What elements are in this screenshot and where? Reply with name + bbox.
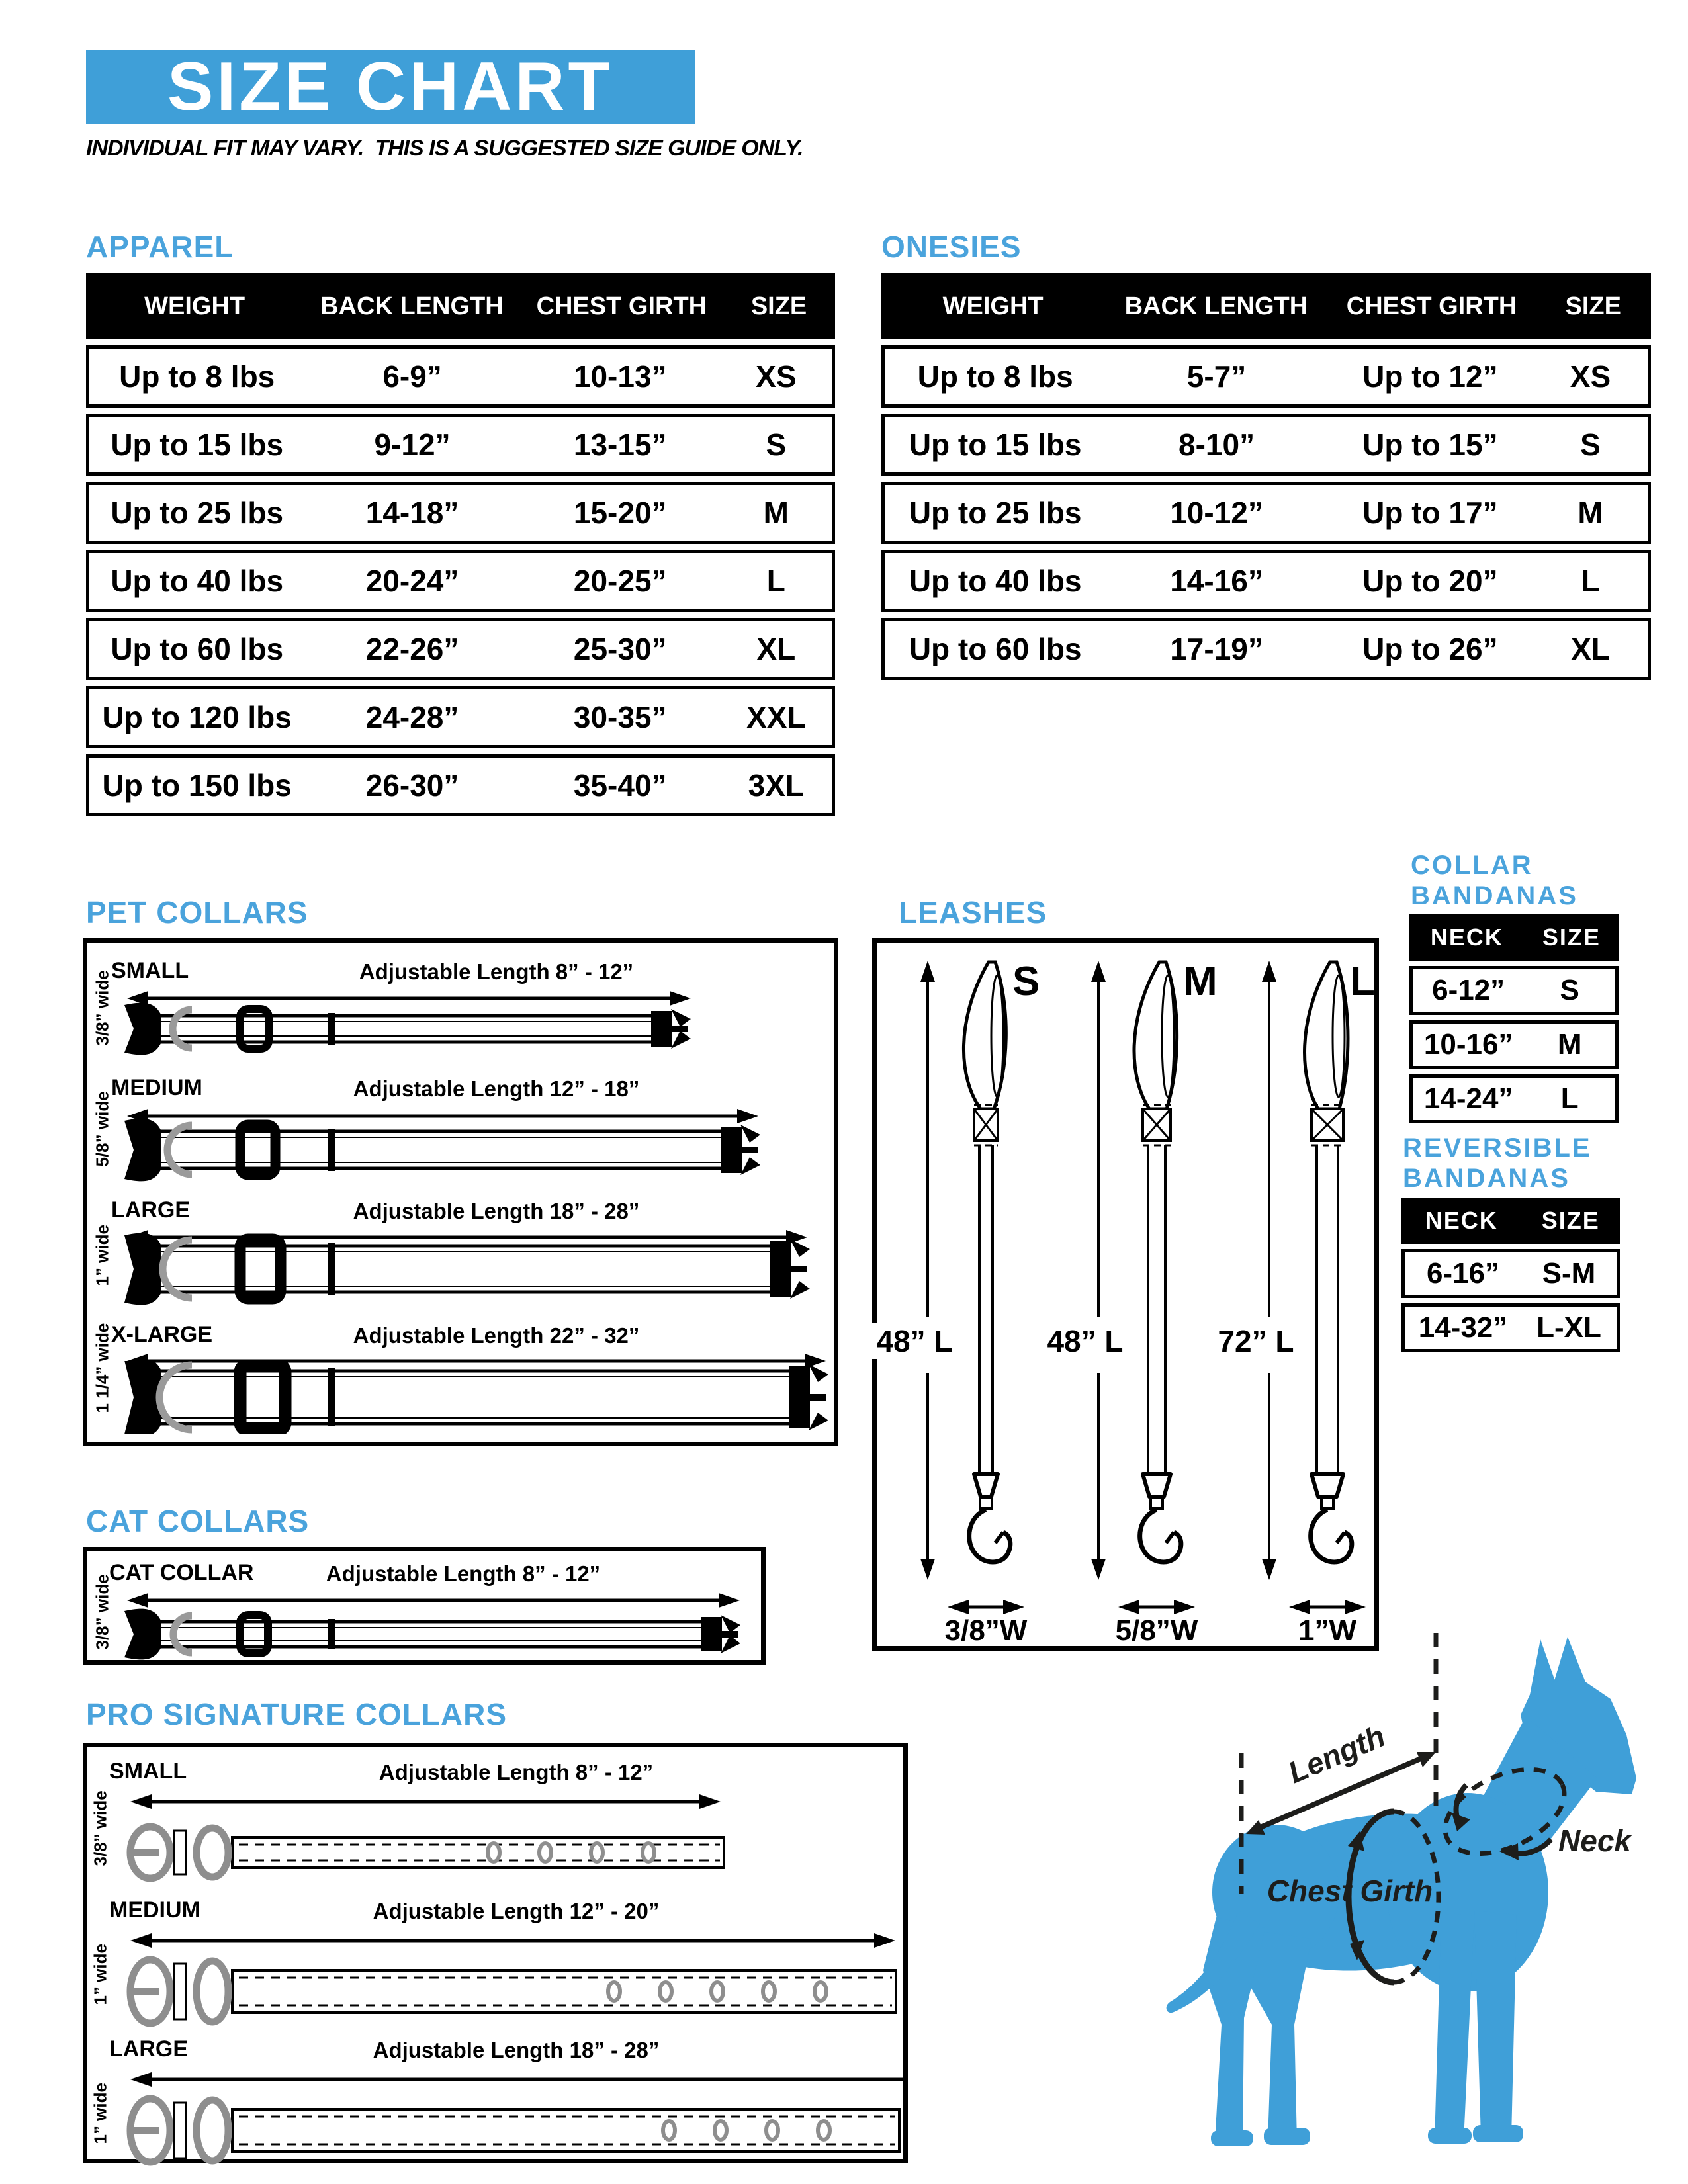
cat-collar-label: CAT COLLAR — [109, 1560, 254, 1585]
table-cell: M — [1557, 1028, 1582, 1061]
table-row — [1401, 1249, 1620, 1298]
pet-collar-small-width — [93, 1020, 113, 1046]
collar-graphic — [118, 992, 693, 1065]
neck-label: Neck — [1558, 1823, 1631, 1858]
pet-collar-medium-label: MEDIUM — [111, 1075, 202, 1100]
table-cell: Up to 20” — [1362, 564, 1498, 598]
leash-l-width: 1”W — [1298, 1614, 1356, 1647]
onesies-table-header — [881, 273, 1651, 339]
table-cell: L-XL — [1536, 1311, 1601, 1344]
table-row — [881, 482, 1651, 544]
pet-collars-heading: PET COLLARS — [86, 895, 308, 930]
table-row — [86, 482, 835, 544]
leash-s-graphic — [933, 958, 1039, 1580]
pet-collar-xlarge-length: Adjustable Length 22” - 32” — [353, 1323, 640, 1348]
pet-collar-xlarge-graphic — [118, 1361, 831, 1434]
onesies-table — [881, 273, 1651, 680]
collar-graphic — [118, 1598, 743, 1671]
table-cell: 30-35” — [573, 700, 667, 734]
table-cell: 22-26” — [365, 632, 459, 666]
dimension-arrow — [129, 1929, 897, 1952]
collar-graphic — [118, 1114, 763, 1186]
collar-bandanas-heading — [1411, 850, 1578, 911]
table-cell: Up to 25 lbs — [909, 496, 1082, 530]
leashes-heading: LEASHES — [899, 895, 1047, 930]
table-cell: Up to 40 lbs — [111, 564, 284, 598]
table-cell: XS — [756, 359, 797, 394]
table-cell: 6-16” — [1426, 1257, 1500, 1289]
table-row — [881, 414, 1651, 476]
leash-l-label: L — [1350, 959, 1375, 1004]
reversible-bandanas-table — [1401, 1198, 1620, 1352]
table-cell: Up to 40 lbs — [909, 564, 1082, 598]
pro-collar-medium-length: Adjustable Length 12” - 20” — [373, 1899, 660, 1923]
table-header-cell: NECK — [1430, 924, 1503, 951]
cat-collars-heading: CAT COLLARS — [86, 1504, 310, 1538]
table-row — [881, 618, 1651, 680]
table-cell: S — [1580, 427, 1601, 462]
apparel-table-header — [86, 273, 835, 339]
dimension-arrow — [129, 2068, 903, 2091]
pro-collar-small-label: SMALL — [109, 1759, 187, 1784]
table-cell: Up to 60 lbs — [111, 632, 284, 666]
reversible-bandanas-heading-line2: BANDANAS — [1403, 1164, 1570, 1193]
table-cell: Up to 15 lbs — [909, 427, 1082, 462]
table-cell: 35-40” — [573, 768, 667, 803]
table-cell: S-M — [1542, 1257, 1596, 1289]
cat-collar-graphic — [118, 1598, 743, 1671]
leash-l-graphic — [1274, 958, 1380, 1580]
pet-collar-small-length: Adjustable Length 8” - 12” — [359, 959, 634, 984]
apparel-table — [86, 273, 835, 816]
chest-girth-label: Chest Girth — [1266, 1874, 1433, 1908]
pro-collar-medium-graphic — [116, 1955, 900, 2028]
pet-collar-small-graphic — [118, 992, 693, 1065]
table-cell: 15-20” — [573, 496, 667, 530]
table-cell: 10-16” — [1423, 1028, 1513, 1061]
pro-collars-heading: PRO SIGNATURE COLLARS — [86, 1697, 508, 1731]
table-cell: Up to 150 lbs — [102, 768, 292, 803]
leash-graphic — [933, 958, 1039, 1580]
pro-collar-large-graphic — [116, 2094, 903, 2167]
table-row — [86, 414, 835, 476]
leash-m-graphic — [1104, 958, 1210, 1580]
page-title: SIZE CHART — [167, 48, 613, 125]
pet-collar-large-graphic — [118, 1233, 813, 1305]
pro-collar-small-graphic — [116, 1816, 728, 1889]
table-cell: 5-7” — [1186, 359, 1247, 394]
reversible-bandanas-header — [1401, 1198, 1620, 1244]
table-cell: S — [766, 427, 787, 462]
table-header-cell: SIZE — [750, 292, 807, 320]
length-label: Length — [1283, 1718, 1390, 1790]
table-cell: L — [1560, 1082, 1579, 1115]
pro-collar-medium-arrow — [129, 1929, 897, 1952]
pro-collar-large-width — [91, 2118, 111, 2144]
leash-s-length: 48” L — [868, 1323, 961, 1359]
pro-collar-large-length: Adjustable Length 18” - 28” — [373, 2038, 660, 2062]
table-row — [1409, 966, 1619, 1015]
table-cell: 14-18” — [365, 496, 459, 530]
table-cell: 10-12” — [1170, 496, 1263, 530]
pro-collar-large-arrow — [129, 2068, 903, 2091]
leash-graphic — [1104, 958, 1210, 1580]
table-row — [881, 345, 1651, 408]
apparel-heading: APPAREL — [86, 230, 234, 264]
apparel-table-body — [86, 345, 835, 816]
collar-graphic — [118, 1233, 813, 1305]
table-row — [86, 754, 835, 816]
pet-collar-medium-length: Adjustable Length 12” - 18” — [353, 1076, 640, 1101]
leash-s-width: 3/8”W — [944, 1614, 1028, 1647]
table-cell: Up to 15 lbs — [111, 427, 284, 462]
table-cell: 14-24” — [1423, 1082, 1513, 1115]
title-banner — [86, 50, 695, 124]
leash-m-length: 48” L — [1039, 1323, 1132, 1359]
pet-collar-medium-graphic — [118, 1114, 763, 1186]
table-header-cell: WEIGHT — [144, 292, 245, 320]
table-header-cell: SIZE — [1565, 292, 1621, 320]
leash-m-width: 5/8”W — [1115, 1614, 1198, 1647]
table-cell: Up to 12” — [1362, 359, 1498, 394]
table-cell: Up to 120 lbs — [102, 700, 292, 734]
pro-collar-small-width — [91, 1840, 111, 1866]
pro-collar-medium-width — [91, 1979, 111, 2005]
table-cell: 9-12” — [374, 427, 451, 462]
disclaimer-text: INDIVIDUAL FIT MAY VARY. THIS IS A SUGGESTED SIZE GUIDE ONLY. — [86, 136, 803, 161]
table-cell: XL — [1571, 632, 1610, 666]
collar-bandanas-header — [1409, 914, 1619, 961]
collar-bandanas-table — [1409, 914, 1619, 1123]
pro-collar-small-arrow — [129, 1790, 722, 1813]
onesies-heading: ONESIES — [881, 230, 1022, 264]
table-cell: 17-19” — [1170, 632, 1263, 666]
pet-collar-xlarge-label: X-LARGE — [111, 1322, 212, 1347]
table-cell: 6-12” — [1432, 974, 1505, 1006]
table-cell: XL — [756, 632, 796, 666]
reversible-bandanas-body — [1401, 1249, 1620, 1352]
table-row — [881, 550, 1651, 612]
table-cell: Up to 60 lbs — [909, 632, 1082, 666]
table-cell: Up to 17” — [1362, 496, 1498, 530]
collar-bandanas-body — [1409, 966, 1619, 1123]
table-cell: XS — [1570, 359, 1611, 394]
table-cell: M — [1577, 496, 1603, 530]
table-header-cell: BACK LENGTH — [320, 292, 504, 320]
table-header-cell: CHEST GIRTH — [1346, 292, 1517, 320]
table-cell: S — [1560, 974, 1579, 1006]
table-header-cell: BACK LENGTH — [1124, 292, 1308, 320]
pet-collar-large-length: Adjustable Length 18” - 28” — [353, 1199, 640, 1223]
reversible-bandanas-heading-line1: REVERSIBLE — [1403, 1133, 1592, 1162]
table-cell: Up to 8 lbs — [119, 359, 275, 394]
table-row — [86, 686, 835, 748]
table-row — [86, 550, 835, 612]
reversible-bandanas-heading — [1403, 1133, 1592, 1194]
table-cell: L — [1581, 564, 1600, 598]
onesies-table-body — [881, 345, 1651, 680]
table-cell: 20-25” — [573, 564, 667, 598]
table-row — [86, 345, 835, 408]
belt-collar-graphic — [116, 1816, 728, 1889]
dimension-arrow — [129, 1790, 722, 1813]
table-cell: 24-28” — [365, 700, 459, 734]
table-cell: L — [766, 564, 785, 598]
table-cell: 13-15” — [573, 427, 667, 462]
belt-collar-graphic — [116, 1955, 900, 2028]
pro-collar-small-length: Adjustable Length 8” - 12” — [378, 1760, 654, 1784]
table-cell: M — [763, 496, 789, 530]
table-cell: 20-24” — [365, 564, 459, 598]
pet-collar-xlarge-width — [93, 1387, 113, 1413]
pet-collar-medium-width — [93, 1141, 113, 1167]
table-cell: 25-30” — [573, 632, 667, 666]
collar-bandanas-heading-line1: COLLAR — [1411, 851, 1533, 880]
pro-collar-large-label: LARGE — [109, 2036, 188, 2062]
table-row — [1409, 1020, 1619, 1069]
table-cell: 6-9” — [382, 359, 442, 394]
table-cell: 14-16” — [1170, 564, 1263, 598]
table-header-cell: SIZE — [1541, 1207, 1600, 1234]
table-cell: Up to 26” — [1362, 632, 1498, 666]
table-cell: 10-13” — [573, 359, 667, 394]
table-header-cell: WEIGHT — [942, 292, 1044, 320]
belt-collar-graphic — [116, 2094, 903, 2167]
table-row — [1409, 1074, 1619, 1123]
table-cell: XXL — [746, 700, 806, 734]
pro-collar-medium-label: MEDIUM — [109, 1898, 200, 1923]
leash-l-length: 72” L — [1210, 1323, 1302, 1359]
table-cell: Up to 25 lbs — [111, 496, 284, 530]
pet-collar-large-width — [93, 1260, 113, 1286]
table-row — [86, 618, 835, 680]
table-header-cell: CHEST GIRTH — [536, 292, 707, 320]
leash-graphic — [1274, 958, 1380, 1580]
collar-graphic — [118, 1361, 831, 1434]
collar-bandanas-heading-line2: BANDANAS — [1411, 881, 1578, 910]
leash-m-label: M — [1183, 959, 1218, 1004]
cat-collar-length: Adjustable Length 8” - 12” — [326, 1561, 601, 1586]
pet-collar-small-label: SMALL — [111, 958, 189, 983]
table-cell: 26-30” — [365, 768, 459, 803]
leash-s-label: S — [1012, 959, 1040, 1004]
cat-collar-width — [93, 1624, 113, 1650]
table-header-cell: NECK — [1425, 1207, 1498, 1234]
pet-collar-large-label: LARGE — [111, 1198, 190, 1223]
table-cell: 3XL — [748, 768, 805, 803]
table-cell: 14-32” — [1418, 1311, 1508, 1344]
table-header-cell: SIZE — [1542, 924, 1601, 951]
table-cell: Up to 8 lbs — [917, 359, 1073, 394]
table-cell: 8-10” — [1178, 427, 1255, 462]
dog-measurement-diagram — [1158, 1628, 1687, 2157]
table-cell: Up to 15” — [1362, 427, 1498, 462]
table-row — [1401, 1303, 1620, 1352]
